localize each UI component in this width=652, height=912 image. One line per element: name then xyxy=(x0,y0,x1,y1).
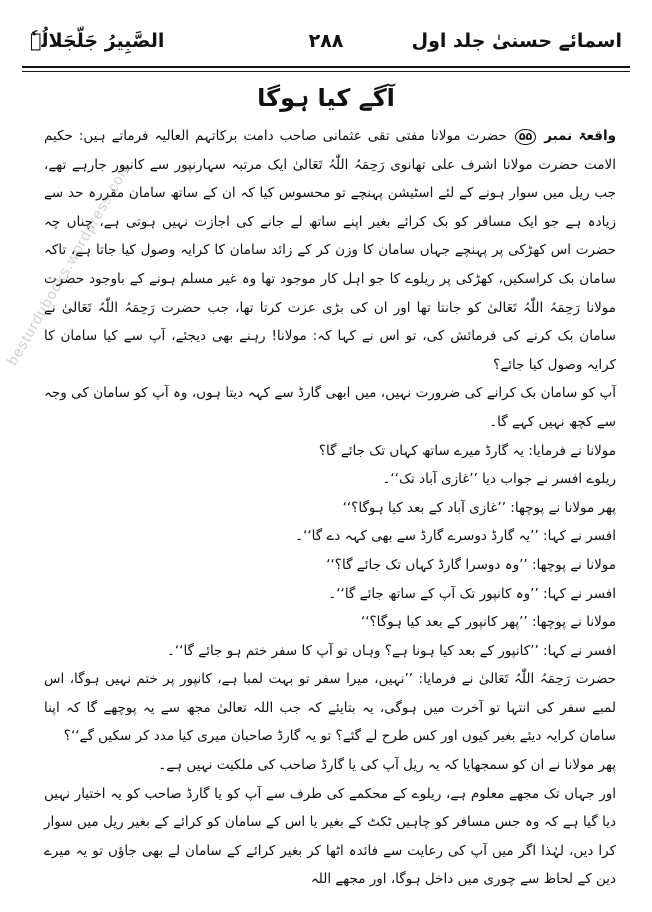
dialogue-line: ریلوے افسر نے جواب دیا ’’غازی آباد تک‘‘۔ xyxy=(382,471,616,488)
story-paragraph xyxy=(44,122,616,379)
dialogue-line: مولانا نے فرمایا: یہ گارڈ میرے ساتھ کہاں تک جائے گا؟ xyxy=(318,442,616,459)
story-marker: واقعۃ نمبر xyxy=(544,128,617,144)
story-paragraph: اور جہاں تک مجھے معلوم ہے، ریلوے کے محکمے کی طرف سے آپ کو یا گارڈ صاحب کو یہ اختیار نہیں دیا گیا ہے کہ وہ جس مسافر کو چاہیں ٹکٹ کے بغیر یا اس کے سامان کو کرائے کے بغیر ریل میں سوار کرا دیں، لہٰذا اگر میں آپ کی رعایت سے فائدہ اٹھا کر بغیر کرائے کے سامان لے بھی جاؤں تو یہ میرے دین کے لحاظ سے چوری میں داخل ہوگا، اور مجھے اللہ xyxy=(44,785,616,888)
book-title: اسمائے حسنیٰ جلد اول xyxy=(411,30,622,52)
watermark: besturdubooks.wordpress.com xyxy=(4,159,135,369)
story-body xyxy=(44,122,616,894)
story-paragraph: آپ کو سامان بک کرانے کی ضرورت نہیں، میں ابھی گارڈ سے کہہ دیتا ہوں، وہ آپ کو سامان کی وجہ سے کچھ نہیں کہے گا۔ xyxy=(44,385,616,430)
story-paragraph: پھر مولانا نے ان کو سمجھایا کہ یہ ریل آپ کی یا گارڈ صاحب کی ملکیت نہیں ہے۔ xyxy=(158,757,616,774)
header-rule-thin xyxy=(22,71,630,72)
dialogue-line: مولانا نے پوچھا: ’’وہ دوسرا گارڈ کہاں تک جائے گا؟‘‘ xyxy=(326,556,616,573)
dialogue-line: پھر مولانا نے پوچھا: ’’غازی آباد کے بعد کیا ہوگا؟‘‘ xyxy=(342,499,616,516)
chapter-title: آگے کیا ہوگا xyxy=(257,84,395,112)
page-number: ۲۸۸ xyxy=(308,30,344,52)
dialogue-line: مولانا نے پوچھا: ’’پھر کانپور کے بعد کیا ہوگا؟‘‘ xyxy=(360,614,616,631)
name-heading: الصَّبِیرُ جَلّجَلالُہٗ xyxy=(30,30,165,52)
dialogue-line: افسر نے کہا: ’’کانپور کے بعد کیا ہونا ہے؟ وہاں تو آپ کا سفر ختم ہو جائے گا‘‘۔ xyxy=(166,642,616,659)
story-number: ۵۵ xyxy=(515,129,536,145)
page-header xyxy=(22,26,630,66)
paragraph-text: حضرت مولانا مفتی تقی عثمانی صاحب دامت برکاتہم العالیہ فرماتے ہیں: حکیم الامت حضرت مولانا اشرف علی تھانوی رَحِمَہُ اللّٰہُ تَعَالیٰ ایک مرتبہ سہارنپور سے کانپور جارہے تھے، جب ریل میں سوار ہونے کے لئے اسٹیشن پہنچے تو محسوس کیا کہ ان کے ساتھ سامان مقررہ حد سے زیادہ ہے جو ایک مسافر کو بک کرائے بغیر اپنے ساتھ لے جانے کی اجازت نہیں ہوتی ہے، چناں چہ حضرت اس کھڑکی پر پہنچے جہاں سامان کا وزن کر کے زائد سامان کا کرایہ وصول کیا جاتا ہے، تاکہ سامان بک کراسکیں، کھڑکی پر ریلوے کا جو اہل کار موجود تھا وہ غیر مسلم ہونے کے باوجود حضرت مولانا رَحِمَہُ اللّٰہُ تَعَالیٰ کو جانتا تھا اور ان کی بڑی عزت کرتا تھا، جب حضرت رَحِمَہُ اللّٰہُ تَعَالیٰ نے سامان بک کرنے کی فرمائش کی، تو اس نے کہا کہ: مولانا! رہنے بھی دیجئے، آپ سے کیا سامان کا کرایہ وصول کیا جائے؟ xyxy=(44,128,616,373)
dialogue-line: افسر نے کہا: ’’وہ کانپور تک آپ کے ساتھ جائے گا‘‘۔ xyxy=(328,585,616,602)
story-paragraph: حضرت رَحِمَہُ اللّٰہُ تَعَالیٰ نے فرمایا: ’’نہیں، میرا سفر تو بہت لمبا ہے، کانپور پر ختم نہیں ہوگا، اس لمبے سفر کی انتہا تو آخرت میں ہوگی، یہ بتایئے کہ جب اللہ تعالیٰ مجھ سے یہ پوچھے گا کہ اپنا سامان کرایہ دیئے بغیر کیوں اور کس طرح لے گئے؟ تو یہ گارڈ صاحبان میری کیا مدد کر سکیں گے‘‘؟ xyxy=(44,671,616,745)
header-rule xyxy=(22,66,630,68)
dialogue-line: افسر نے کہا: ’’یہ گارڈ دوسرے گارڈ سے بھی کہہ دے گا‘‘۔ xyxy=(295,528,616,545)
